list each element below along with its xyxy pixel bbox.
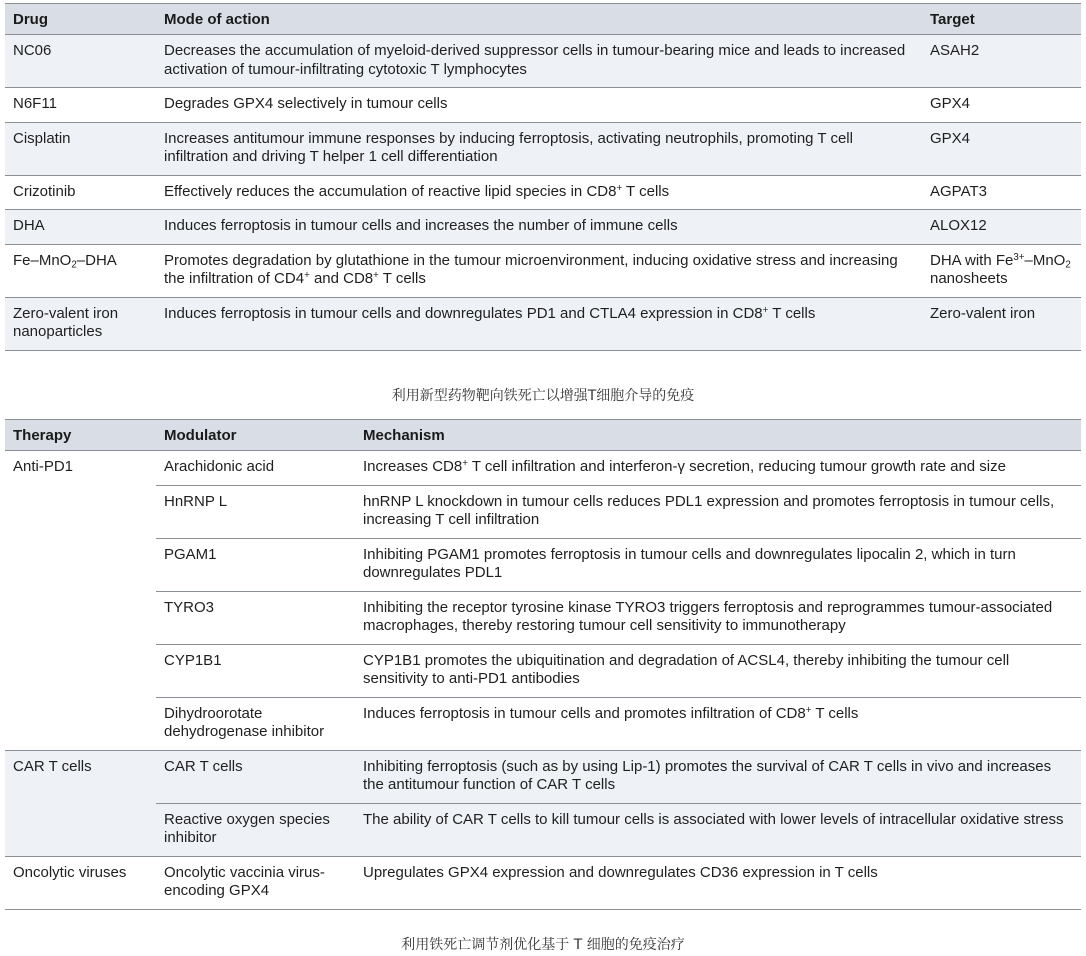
superscript: +: [304, 270, 310, 282]
drug-cell: Zero-valent iron nanoparticles: [5, 297, 156, 350]
table-row: [5, 538, 1081, 591]
mode-cell: [156, 297, 922, 350]
mechanism-cell: The ability of CAR T cells to kill tumour cells is associated with lower levels of intracellular oxidative stress: [355, 803, 1081, 856]
text-part: –DHA: [76, 251, 117, 269]
superscript: +: [805, 704, 812, 716]
drug-cell: Crizotinib: [5, 175, 156, 210]
text-part: T cells: [378, 270, 426, 287]
modulator-cell: CYP1B1: [156, 644, 355, 697]
drug-cell: N6F11: [5, 88, 156, 123]
table-row: [5, 88, 1081, 123]
text-part: T cell infiltration and interferon-γ secretion, reducing tumour growth rate and size: [467, 458, 1006, 475]
target-cell: Zero-valent iron: [922, 297, 1081, 350]
superscript: +: [762, 304, 769, 316]
text-part: T cells: [622, 182, 670, 200]
modulator-cell: Reactive oxygen species inhibitor: [156, 803, 355, 856]
mode-cell: Induces ferroptosis in tumour cells and increases the number of immune cells: [156, 210, 922, 245]
header-mechanism: Mechanism: [355, 420, 1081, 451]
superscript: +: [462, 458, 468, 470]
text-part: Induces ferroptosis in tumour cells and promotes infiltration of CD8: [363, 704, 806, 722]
caption-top: 利用新型药物靶向铁死亡以增强T细胞介导的免疫: [391, 388, 695, 404]
table-row: [5, 297, 1081, 350]
header-modulator: Modulator: [156, 420, 355, 451]
table-row: [5, 750, 1081, 803]
drug-cell: NC06: [5, 35, 156, 88]
target-cell: ALOX12: [922, 210, 1081, 245]
table-row: [5, 122, 1081, 175]
mode-cell: Increases antitumour immune responses by inducing ferroptosis, activating neutrophils, promoting T cell infiltration and driving T helper 1 cell differentiation: [156, 122, 922, 175]
table-row: [5, 451, 1081, 486]
table-row: [5, 803, 1081, 856]
mode-cell: Decreases the accumulation of myeloid-derived suppressor cells in tumour-bearing mice and leads to increased activation of tumour-infiltrating cytotoxic T lymphocytes: [156, 35, 922, 88]
table-row: [5, 175, 1081, 210]
drug-cell: [5, 244, 156, 297]
target-cell: GPX4: [922, 122, 1081, 175]
text-part: DHA with Fe: [930, 251, 1014, 269]
table-row: [5, 244, 1081, 297]
text-part: T cells: [768, 304, 816, 322]
therapy-table: [5, 419, 1081, 910]
mechanism-cell: [355, 697, 1081, 750]
modulator-cell: Oncolytic vaccinia virus-encoding GPX4: [156, 856, 355, 909]
modulator-cell: HnRNP L: [156, 485, 355, 538]
therapy-cell: Anti-PD1: [5, 451, 156, 751]
mechanism-cell: CYP1B1 promotes the ubiquitination and degradation of ACSL4, thereby inhibiting the tumour cell sensitivity to anti-PD1 antibodies: [355, 644, 1081, 697]
mechanism-cell: Inhibiting ferroptosis (such as by using Lip-1) promotes the survival of CAR T cells in vivo and increases the antitumour function of CAR T cells: [355, 750, 1081, 803]
drug-cell: DHA: [5, 210, 156, 245]
header-target: Target: [922, 4, 1081, 35]
superscript: 3+: [1013, 251, 1025, 263]
target-cell: ASAH2: [922, 35, 1081, 88]
mechanism-cell: Upregulates GPX4 expression and downregulates CD36 expression in T cells: [355, 856, 1081, 909]
mechanism-cell: hnRNP L knockdown in tumour cells reduces PDL1 expression and promotes ferroptosis in tumour cells, increasing T cell infiltration: [355, 485, 1081, 538]
target-cell: AGPAT3: [922, 175, 1081, 210]
text-part: Promotes degradation by glutathione in the tumour microenvironment, inducing oxidative stress and increasing the infiltration of CD4: [164, 251, 898, 287]
superscript: +: [373, 270, 379, 282]
drug-table-header: [5, 4, 1081, 35]
drug-table: [5, 3, 1081, 351]
table-row: [5, 644, 1081, 697]
therapy-table-header: [5, 420, 1081, 451]
table-row: [5, 591, 1081, 644]
mode-cell: [156, 244, 922, 297]
text-part: –MnO: [1024, 251, 1066, 269]
modulator-cell: Arachidonic acid: [156, 451, 355, 486]
subscript: 2: [71, 258, 77, 270]
mode-cell: [156, 175, 922, 210]
subscript: 2: [1065, 258, 1071, 270]
table-row: [5, 697, 1081, 750]
mechanism-cell: Inhibiting PGAM1 promotes ferroptosis in tumour cells and downregulates lipocalin 2, which in turn downregulates PDL1: [355, 538, 1081, 591]
text-part: Fe–MnO: [13, 251, 72, 269]
header-therapy: Therapy: [5, 420, 156, 451]
text-part: Induces ferroptosis in tumour cells and downregulates PD1 and CTLA4 expression in CD8: [164, 304, 763, 322]
target-cell: [922, 244, 1081, 297]
mode-cell: Degrades GPX4 selectively in tumour cells: [156, 88, 922, 123]
modulator-cell: PGAM1: [156, 538, 355, 591]
text-part: and CD8: [309, 270, 374, 287]
header-drug: Drug: [5, 4, 156, 35]
header-mode-of-action: Mode of action: [156, 4, 922, 35]
mechanism-cell: [355, 451, 1081, 486]
text-part: Increases CD8: [363, 458, 463, 475]
caption-bottom: 利用铁死亡调节剂优化基于 T 细胞的免疫治疗: [401, 937, 685, 953]
table-row: [5, 210, 1081, 245]
therapy-cell: CAR T cells: [5, 750, 156, 856]
table-row: [5, 856, 1081, 909]
table-row: [5, 35, 1081, 88]
modulator-cell: Dihydroorotate dehydrogenase inhibitor: [156, 697, 355, 750]
text-part: nanosheets: [930, 270, 1008, 287]
target-cell: GPX4: [922, 88, 1081, 123]
modulator-cell: CAR T cells: [156, 750, 355, 803]
text-part: Effectively reduces the accumulation of reactive lipid species in CD8: [164, 182, 617, 200]
superscript: +: [616, 182, 623, 194]
mechanism-cell: Inhibiting the receptor tyrosine kinase TYRO3 triggers ferroptosis and reprogrammes tumour-associated macrophages, thereby restoring tumour cell sensitivity to immunotherapy: [355, 591, 1081, 644]
therapy-cell: Oncolytic viruses: [5, 856, 156, 909]
text-part: T cells: [811, 704, 859, 722]
table-row: [5, 485, 1081, 538]
drug-cell: Cisplatin: [5, 122, 156, 175]
modulator-cell: TYRO3: [156, 591, 355, 644]
